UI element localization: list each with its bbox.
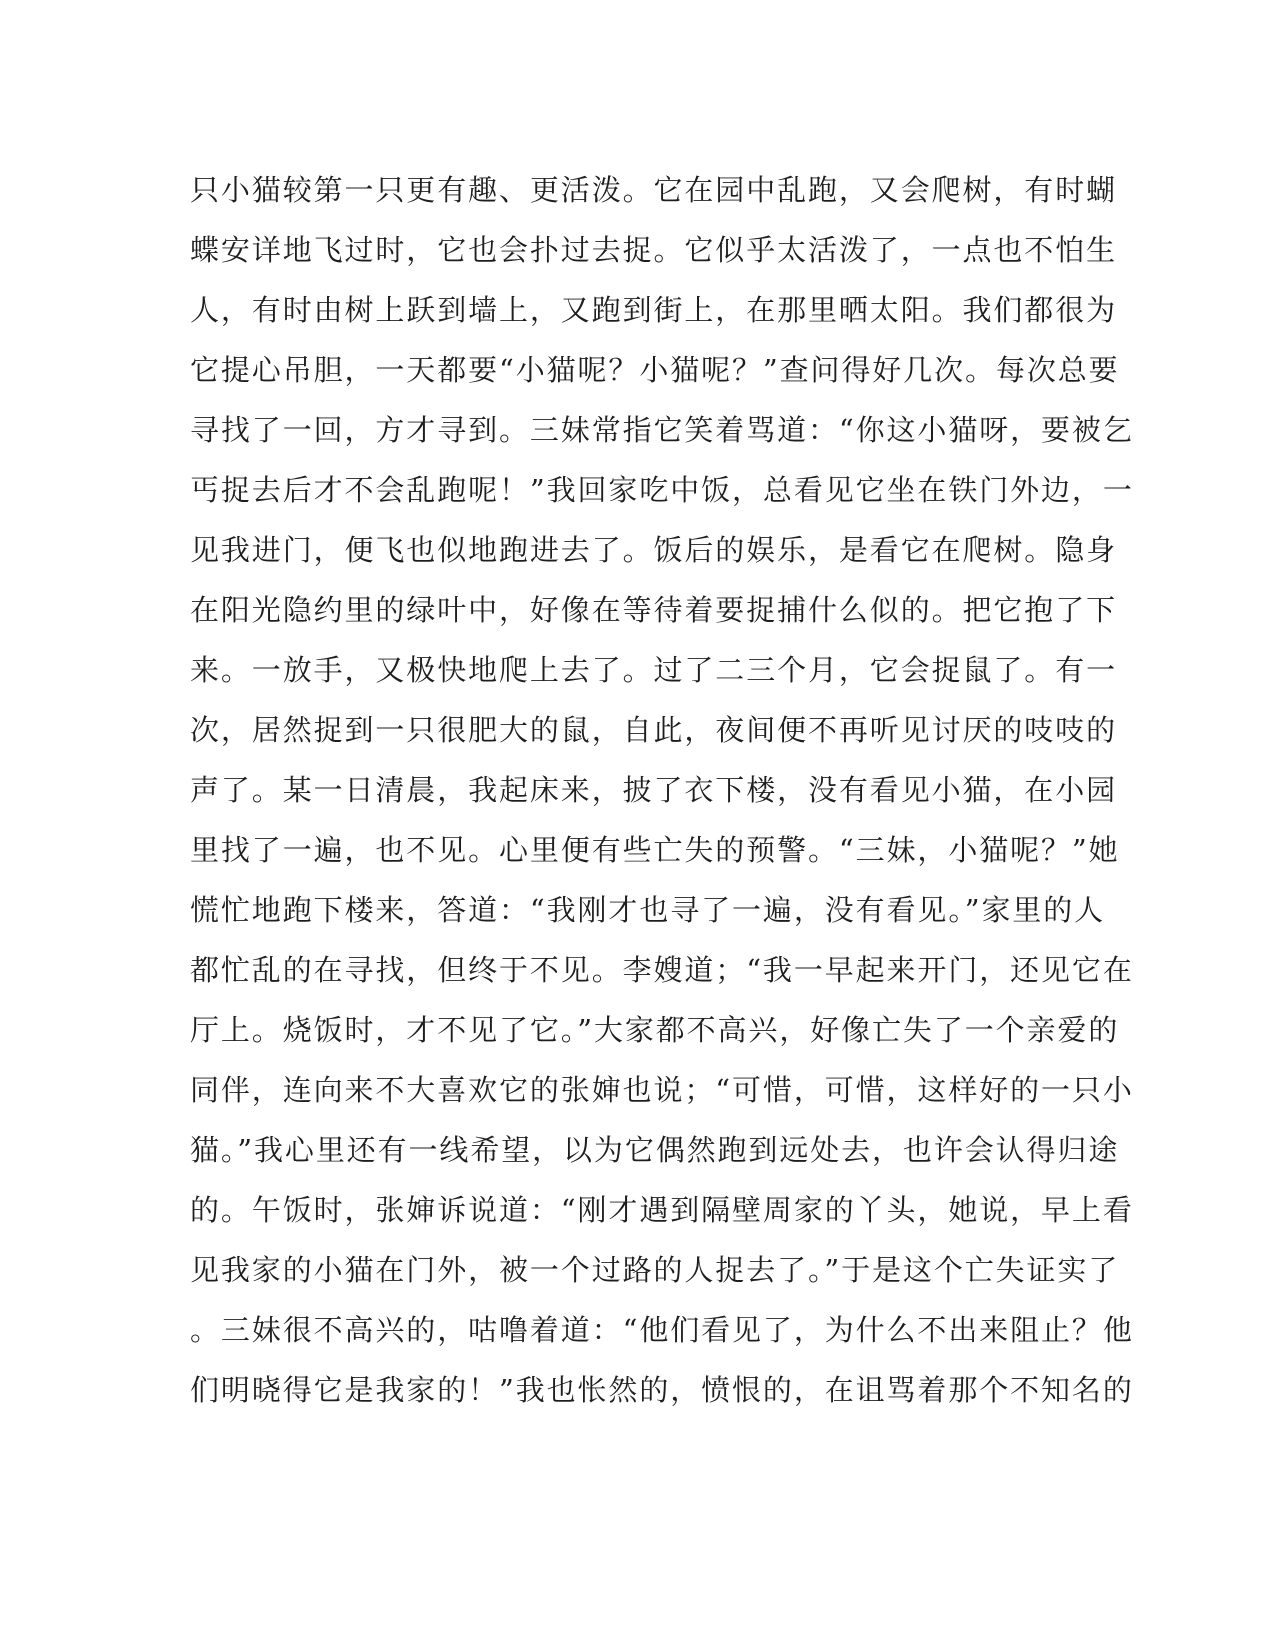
text-line: 里找了一遍，也不见。心里便有些亡失的预警。“三妹，小猫呢？”她	[190, 833, 1120, 867]
text-line: 厅上。烧饭时，才不见了它。”大家都不高兴，好像亡失了一个亲爱的	[190, 1013, 1120, 1047]
text-line: 同伴，连向来不大喜欢它的张婶也说；“可惜，可惜，这样好的一只小	[190, 1073, 1134, 1107]
text-line: 只小猫较第一只更有趣、更活泼。它在园中乱跑，又会爬树，有时蝴	[190, 173, 1118, 207]
text-line: 猫。”我心里还有一线希望，以为它偶然跑到远处去，也许会认得归途	[190, 1133, 1120, 1167]
text-line: 次，居然捉到一只很肥大的鼠，自此，夜间便不再听见讨厌的吱吱的	[190, 713, 1118, 747]
text-line: 蝶安详地飞过时，它也会扑过去捉。它似乎太活泼了，一点也不怕生	[190, 233, 1118, 267]
text-line: 慌忙地跑下楼来，答道：“我刚才也寻了一遍，没有看见。”家里的人	[190, 893, 1106, 927]
text-line: 在阳光隐约里的绿叶中，好像在等待着要捉捕什么似的。把它抱了下	[190, 593, 1118, 627]
text-line: 们明晓得它是我家的！”我也怅然的，愤恨的，在诅骂着那个不知名的	[190, 1373, 1134, 1407]
text-line: 声了。某一日清晨，我起床来，披了衣下楼，没有看见小猫，在小园	[190, 773, 1118, 807]
body-text	[190, 160, 1134, 1420]
text-line: 见我进门，便飞也似地跑进去了。饭后的娱乐，是看它在爬树。隐身	[190, 533, 1118, 567]
text-line: 都忙乱的在寻找，但终于不见。李嫂道；“我一早起来开门，还见它在	[190, 953, 1134, 987]
text-line: 寻找了一回，方才寻到。三妹常指它笑着骂道：“你这小猫呀，要被乞	[190, 413, 1134, 447]
text-line: 它提心吊胆，一天都要“小猫呢？小猫呢？”查问得好几次。每次总要	[190, 353, 1120, 387]
text-line: 。三妹很不高兴的，咕噜着道：“他们看见了，为什么不出来阻止？他	[190, 1313, 1134, 1347]
text-line: 见我家的小猫在门外，被一个过路的人捉去了。”于是这个亡失证实了	[190, 1253, 1120, 1287]
text-line: 的。午饭时，张婶诉说道：“刚才遇到隔壁周家的丫头，她说，早上看	[190, 1193, 1134, 1227]
text-line: 来。一放手，又极快地爬上去了。过了二三个月，它会捉鼠了。有一	[190, 653, 1118, 687]
text-line: 丐捉去后才不会乱跑呢！”我回家吃中饭，总看见它坐在铁门外边，一	[190, 473, 1134, 507]
text-line: 人，有时由树上跃到墙上，又跑到街上，在那里晒太阳。我们都很为	[190, 293, 1118, 327]
